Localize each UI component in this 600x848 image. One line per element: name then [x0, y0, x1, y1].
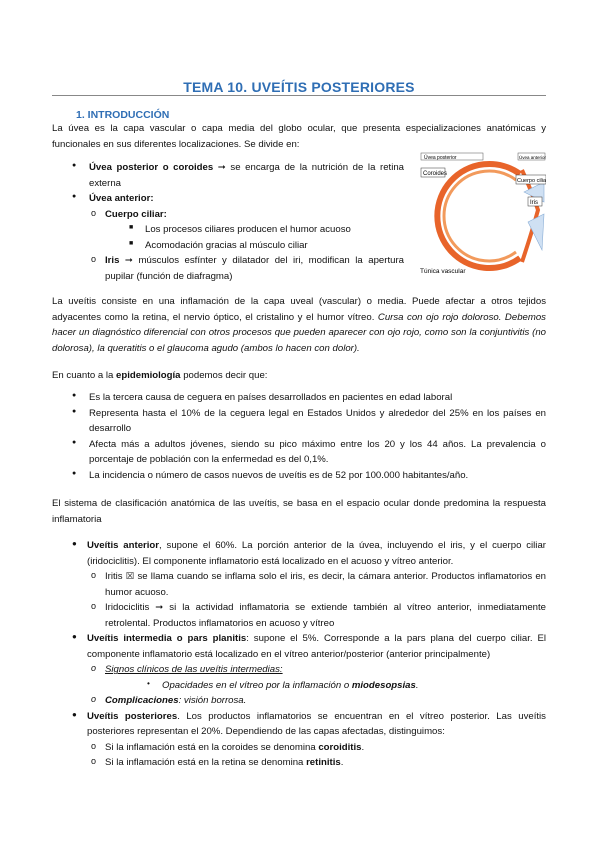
section-heading-introduccion: 1. INTRODUCCIÓN	[76, 109, 170, 121]
eye-anatomy-figure	[420, 152, 546, 276]
classification-paragraph: El sistema de clasificación anatómica de las uveítis, se basa en el espacio ocular donde predomina la respuesta inflamatoria	[52, 498, 546, 525]
eye-diagram	[420, 152, 546, 276]
list-item: o Si la inflamación está en la coroides se denomina coroiditis.	[52, 740, 546, 756]
list-item: ● Uveítis posteriores. Los productos inflamatorios se encuentran en el vítreo posterior. Las uveítis posteriores representan el 20%. Dependiendo de las capas afectadas, distinguimos:	[52, 709, 546, 740]
classification-list	[52, 538, 546, 771]
list-item: ● Uveítis intermedia o pars planitis: supone el 5%. Corresponde a la pars plana del cuerpo ciliar. El componente inflamatorio está localizado en el vítreo anterior/posterior (anterior principalmente)	[52, 631, 546, 662]
list-item: ● Uveítis anterior, supone el 60%. La porción anterior de la úvea, incluyendo el iris, y el cuerpo ciliar (iridociclitis). El componente inflamatorio está localizado en el acuoso y vítreo anterior.	[52, 538, 546, 569]
list-item: o Signos clínicos de las uveítis intermedias:	[52, 662, 546, 678]
eye-outer-layer	[437, 164, 520, 268]
list-item: o Iritis ☒ se llama cuando se inflama solo el iris, es decir, la cámara anterior. Productos inflamatorios en humor acuoso.	[52, 569, 546, 600]
eye-inner-layer	[444, 171, 516, 261]
list-item: ● Es la tercera causa de ceguera en países desarrollados en pacientes en edad laboral	[52, 390, 546, 406]
list-item: o Iridociclitis ➞ si la actividad inflamatoria se extiende también al vítreo anterior, inmediatamente retrolental. Productos inflamatorios en acuoso y vítreo	[52, 600, 546, 631]
list-item: o Cuerpo ciliar:	[52, 207, 404, 223]
label-coroides: Coroides	[423, 171, 448, 177]
list-item: ● Úvea posterior o coroides ➞ se encarga de la nutrición de la retina externa	[52, 160, 404, 191]
label-uvea-anterior: Úvea anterior	[519, 155, 546, 160]
list-item: o Si la inflamación está en la retina se denomina retinitis.	[52, 755, 546, 771]
list-item: ■ Los procesos ciliares producen el humor acuoso	[52, 222, 404, 238]
uveitis-definition: La uveítis consiste en una inflamación de la capa uveal (vascular) o media. Puede afectar a otros tejidos adyacentes como la retina, el nervio óptico, el cristalino y el humor vítreo. Cursa con ojo rojo doloroso. Debemos hacer un diagnóstico diferencial con otros procesos que pueden aparecer con ojo rojo, como son la conjuntivitis (no dolorosa), la queratitis o el glaucoma agudo (ambos lo hacen con dolor).	[52, 296, 546, 354]
list-item: ● Úvea anterior:	[52, 191, 404, 207]
page-title: TEMA 10. UVEÍTIS POSTERIORES	[183, 79, 415, 95]
list-item: o Complicaciones: visión borrosa.	[52, 693, 546, 709]
list-item: ■ Acomodación gracias al músculo ciliar	[52, 238, 404, 254]
epidemiology-list	[52, 390, 546, 483]
list-item: ● Afecta más a adultos jóvenes, siendo su pico máximo entre los 20 y los 44 años. La prevalencia o porcentaje de población con la enfermedad es del 0,1%.	[52, 437, 546, 468]
label-iris: Iris	[530, 200, 538, 206]
label-tunica-vascular: Túnica vascular	[420, 268, 466, 275]
list-item: o Iris ➞ músculos esfínter y dilatador del iri, modifican la apertura pupilar (función de diafragma)	[52, 253, 404, 284]
epidemiology-intro: En cuanto a la epidemiología podemos decir que:	[52, 370, 268, 381]
label-uvea-posterior: Úvea posterior	[424, 155, 457, 161]
uvea-list	[52, 160, 404, 284]
list-item: ● La incidencia o número de casos nuevos de uveítis es de 52 por 100.000 habitantes/año.	[52, 468, 546, 484]
list-item: ● Representa hasta el 10% de la ceguera legal en Estados Unidos y alrededor del 25% en los países en desarrollo	[52, 406, 546, 437]
title-divider	[52, 95, 546, 96]
list-item: • Opacidades en el vítreo por la inflamación o miodesopsias.	[52, 678, 546, 694]
intro-paragraph: La úvea es la capa vascular o capa media del globo ocular, que presenta especializaciones anatómicas y funcionales en sus diferentes localizaciones. Se divide en:	[52, 123, 546, 150]
label-cuerpo-ciliar: Cuerpo ciliar	[517, 178, 546, 184]
